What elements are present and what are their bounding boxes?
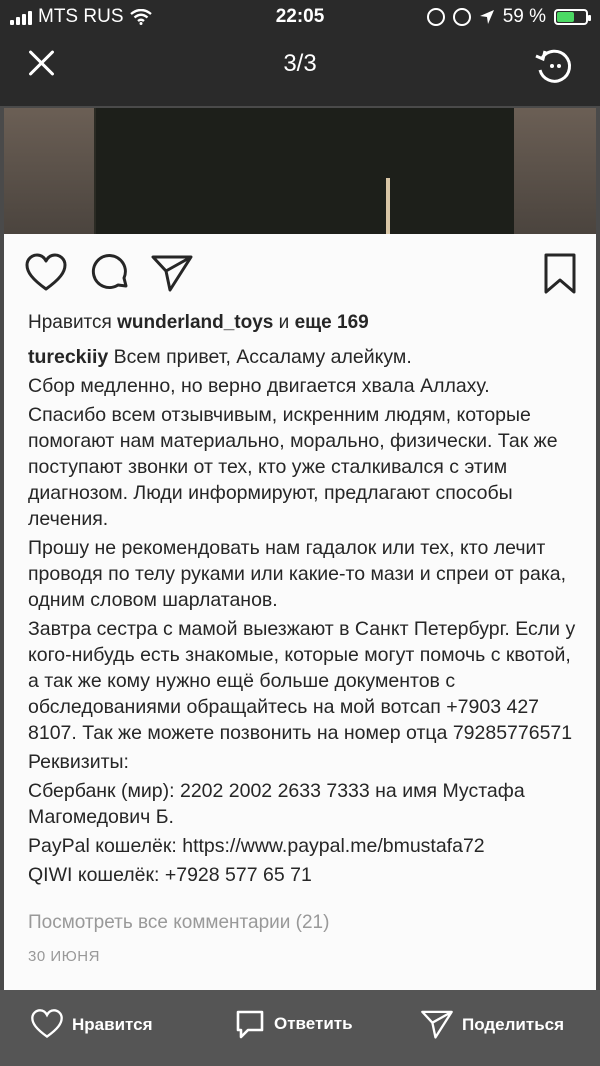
heart-icon[interactable] — [24, 252, 68, 296]
caption-paragraph: Прошу не рекомендовать нам гадалок или тех, кто лечит проводя по телу руками или какие-то мази и спреи от рака, одним словом шарлатанов. — [28, 537, 567, 611]
status-bar — [0, 0, 600, 34]
likes-prefix: Нравится — [28, 312, 112, 333]
reply-button[interactable] — [234, 1008, 353, 1040]
location-icon — [479, 9, 495, 25]
photo-detail — [386, 178, 390, 234]
caption-paragraph: PayPal кошелёк: https://www.paypal.me/bmustafa72 — [28, 835, 485, 857]
likes-count[interactable]: еще 169 — [294, 312, 369, 333]
comment-icon[interactable] — [88, 252, 132, 296]
photo-viewer-bar — [0, 34, 600, 94]
likes-line — [28, 312, 369, 334]
carrier-label: MTS RUS — [38, 6, 124, 27]
caption-paragraph: Реквизиты: — [28, 751, 129, 773]
caption-paragraph: tureckiiy Всем привет, Ассаламу алейкум. — [28, 346, 412, 368]
battery-percent: 59 % — [502, 6, 546, 27]
reply-bubble-icon — [234, 1008, 266, 1040]
viewer-header — [0, 0, 600, 106]
photo-counter: 3/3 — [283, 50, 317, 77]
caption-paragraph: Сбербанк (мир): 2202 2002 2633 7333 на имя Мустафа Магомедович Б. — [28, 780, 525, 828]
like-button[interactable] — [30, 1008, 153, 1042]
share-button-label: Поделиться — [462, 1015, 565, 1034]
post-caption — [28, 344, 584, 891]
post-date: 30 ИЮНЯ — [28, 948, 100, 965]
author-username[interactable]: tureckiiy — [28, 346, 109, 368]
caption-paragraph: Спасибо всем отзывчивым, искренним людям, которые помогают нам материально, морально, физически. Так же поступают звонки от тех, кто уже сталкивался с этим диагнозом. Люди информируют, предлагают способы лечения. — [28, 404, 558, 530]
battery-icon — [554, 9, 588, 25]
bookmark-icon[interactable] — [538, 252, 582, 296]
post-actions — [4, 234, 596, 314]
share-button[interactable] — [420, 1008, 564, 1042]
paper-plane-icon — [420, 1008, 454, 1042]
caption-paragraph: Сбор медленно, но верно двигается хвала Аллаху. — [28, 375, 490, 397]
liked-by-user[interactable]: wunderland_toys — [117, 312, 274, 333]
bottom-action-bar — [0, 990, 600, 1066]
reply-button-label: Ответить — [274, 1014, 353, 1033]
orientation-lock-icon — [427, 8, 445, 26]
post-photo[interactable] — [4, 108, 596, 234]
alarm-icon — [453, 8, 471, 26]
heart-icon — [30, 1008, 64, 1042]
caption-paragraph: Завтра сестра с мамой выезжают в Санкт Петербург. Если у кого-нибудь есть знакомые, которые могут помочь с квотой, а так же кому нужно ещё больше документов с обследованиями обращайтесь на мой вотсап +7903 427 8107. Так же можете позвонить на номер отца 79285776571 — [28, 618, 576, 744]
caption-paragraph: QIWI кошелёк: +7928 577 65 71 — [28, 864, 312, 886]
status-time: 22:05 — [275, 6, 325, 27]
view-comments-link[interactable]: Посмотреть все комментарии (21) — [28, 912, 330, 933]
photo-object — [94, 108, 514, 234]
paper-plane-icon[interactable] — [150, 252, 194, 296]
rotate-icon[interactable] — [532, 44, 576, 88]
post-card — [4, 234, 596, 990]
battery-fill — [557, 12, 574, 22]
like-button-label: Нравится — [72, 1015, 153, 1034]
likes-connector: и — [278, 312, 290, 333]
status-right — [427, 6, 588, 28]
